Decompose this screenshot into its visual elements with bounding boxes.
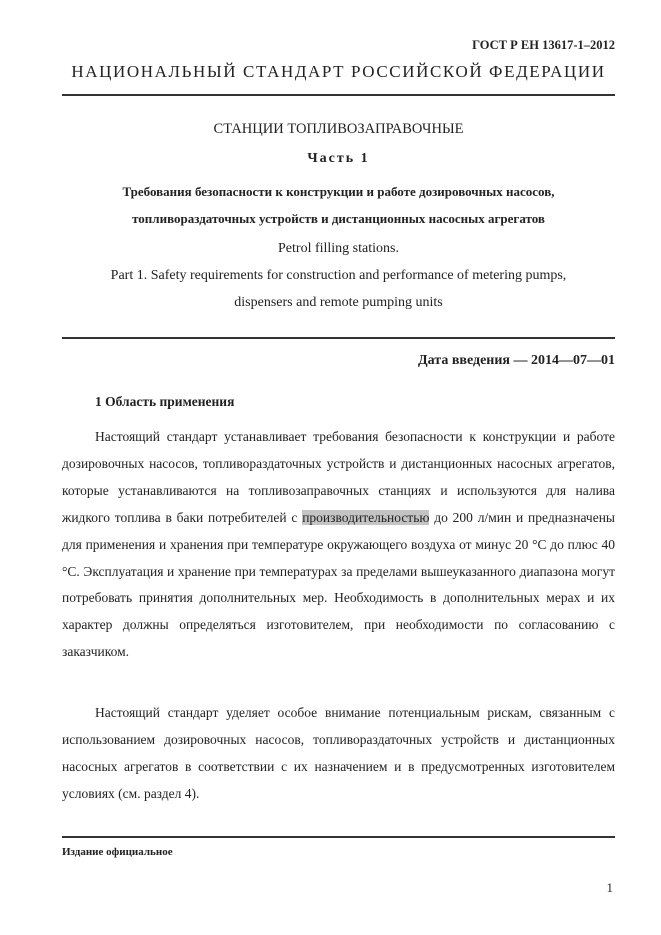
page-number: 1 xyxy=(606,880,613,895)
english-title-line: Part 1. Safety requirements for construction and performance of metering pumps, xyxy=(110,268,567,283)
paragraph-risks: Настоящий стандарт уделяет особое внимание потенциальным рискам, связанным с использованием дозировочных насосов, топливораздаточных устройств и дистанционных насосных агрегатов в соответствии с их назначением и в предусмотренных изготовителем условиях (см. раздел 4). xyxy=(62,705,615,801)
edition-note: Издание официальное xyxy=(62,846,173,858)
subtitle-line: Требования безопасности к конструкции и работе дозировочных насосов, xyxy=(122,184,555,199)
document-subtitle xyxy=(62,178,615,232)
part-label: Часть 1 xyxy=(307,151,370,166)
standard-title: НАЦИОНАЛЬНЫЙ СТАНДАРТ РОССИЙСКОЙ ФЕДЕРАЦИИ xyxy=(71,62,606,81)
document-code: ГОСТ Р ЕН 13617-1–2012 xyxy=(472,38,615,52)
section-heading: 1 Область применения xyxy=(95,394,235,409)
paragraph-scope xyxy=(62,424,615,666)
highlighted-word: производительностью xyxy=(302,509,430,525)
paragraph-text: до 200 л/мин и предназначены для применения и хранения при температуре окружающего воздуха от минус 20 °С до плюс 40 °С. Эксплуатация и хранение при температурах за пределами вышеуказанного диапазона могут потребовать принятия дополнительных мер. Необходимость в дополнительных мерах и их характер должны определяться изготовителем, при необходимости по согласованию с заказчиком. xyxy=(62,509,615,660)
footer-divider xyxy=(62,836,615,838)
subtitle-line: топливораздаточных устройств и дистанционных насосных агрегатов xyxy=(132,211,545,226)
english-title-line: dispensers and remote pumping units xyxy=(234,295,443,310)
document-title: СТАНЦИИ ТОПЛИВОЗАПРАВОЧНЫЕ xyxy=(213,121,464,137)
paragraph-text: Настоящий стандарт устанавливает требования безопасности к конструкции и работе дозировочных насосов, топливораздаточных устройств и дистанционных насосных агрегатов, которые устанавливаются на топливозаправочных станциях и используются для налива жидкого топлива в баки потребителей с xyxy=(62,429,615,525)
english-title xyxy=(62,235,615,316)
title-divider xyxy=(62,337,615,339)
introduction-date: Дата введения — 2014—07—01 xyxy=(418,353,615,368)
header-divider xyxy=(62,94,615,96)
english-title-line: Petrol filling stations. xyxy=(278,241,399,256)
